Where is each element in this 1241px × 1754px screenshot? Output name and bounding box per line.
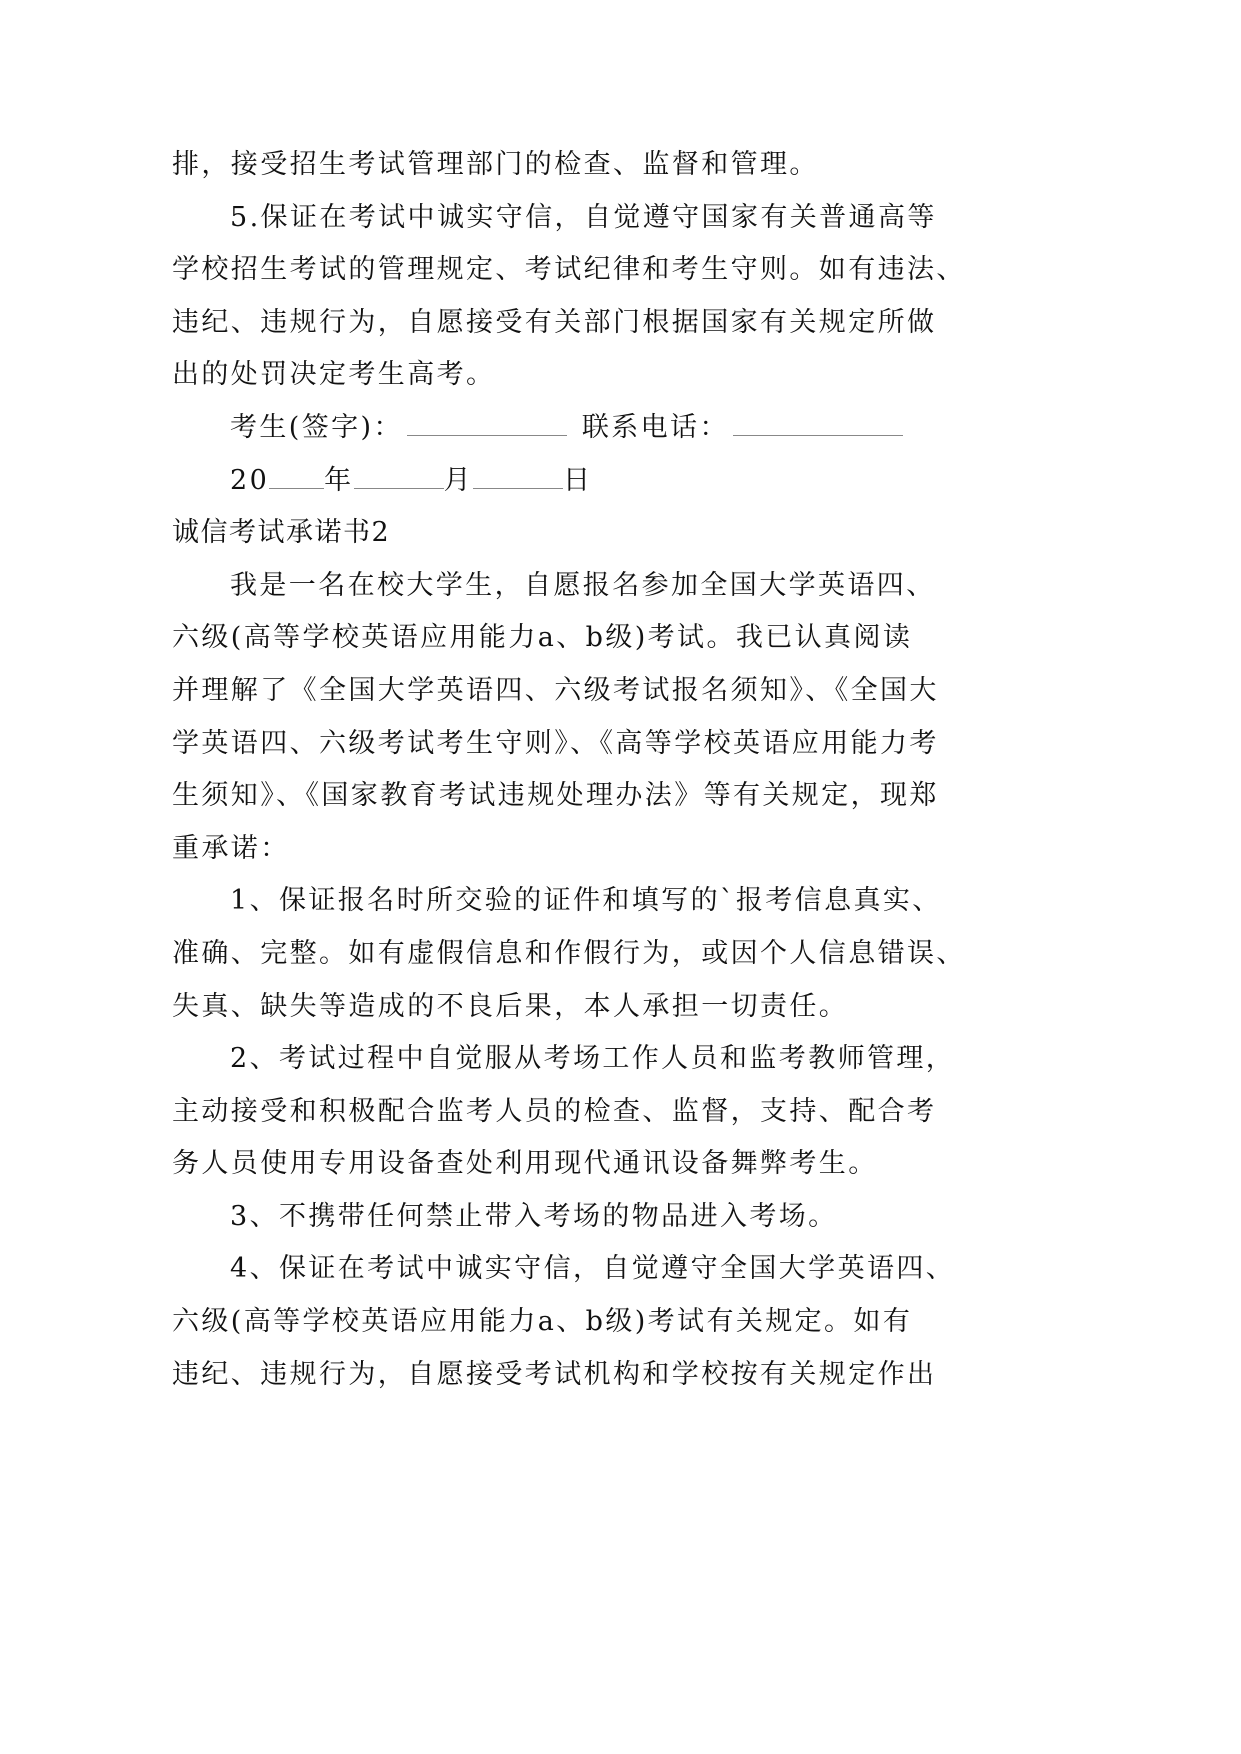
signature-blank[interactable] — [407, 405, 567, 436]
day-label: 日 — [562, 464, 593, 496]
text-line: 务人员使用专用设备查处利用现代通讯设备舞弊考生。 — [172, 1148, 878, 1180]
date-line — [172, 455, 972, 508]
signature-label: 考生(签字)： — [230, 411, 403, 443]
month-blank[interactable] — [354, 458, 444, 489]
text-line: 主动接受和积极配合监考人员的检查、监督，支持、配合考 — [172, 1095, 937, 1127]
text-line: 违纪、违规行为，自愿接受考试机构和学校按有关规定作出 — [172, 1358, 937, 1390]
phone-blank[interactable] — [733, 405, 903, 436]
text-line: 六级(高等学校英语应用能力a、b级)考试。我已认真阅读 — [172, 622, 913, 654]
text-line: 1、保证报名时所交验的证件和填写的`报考信息真实、 — [230, 885, 942, 917]
text-line: 3、不携带任何禁止带入考场的物品进入考场。 — [230, 1200, 838, 1232]
day-blank[interactable] — [473, 458, 563, 489]
text-line: 4、保证在考试中诚实守信，自觉遵守全国大学英语四、 — [230, 1253, 956, 1285]
text-line: 并理解了《全国大学英语四、六级考试报名须知》、《全国大 — [172, 674, 939, 706]
text-line: 我是一名在校大学生，自愿报名参加全国大学英语四、 — [230, 569, 936, 601]
text-line: 学校招生考试的管理规定、考试纪律和考生守则。如有违法、 — [172, 254, 966, 286]
date-prefix: 20 — [230, 464, 270, 496]
year-label: 年 — [324, 464, 354, 496]
text-line: 排，接受招生考试管理部门的检查、监督和管理。 — [172, 149, 819, 180]
text-line: 重承诺： — [172, 832, 290, 864]
document-page — [172, 139, 972, 1401]
text-line: 5.保证在考试中诚实守信，自觉遵守国家有关普通高等 — [230, 201, 937, 233]
section-title: 诚信考试承诺书2 — [172, 517, 391, 549]
signature-line — [172, 402, 972, 455]
text-line: 出的处罚决定考生高考。 — [172, 359, 496, 391]
month-label: 月 — [443, 464, 473, 496]
text-line: 违纪、违规行为，自愿接受有关部门根据国家有关规定所做 — [172, 306, 937, 338]
text-line: 生须知》、《国家教育考试违规处理办法》等有关规定，现郑 — [172, 780, 939, 812]
text-line: 失真、缺失等造成的不良后果，本人承担一切责任。 — [172, 990, 849, 1022]
text-line: 六级(高等学校英语应用能力a、b级)考试有关规定。如有 — [172, 1306, 913, 1338]
text-line: 准确、完整。如有虚假信息和作假行为，或因个人信息错误、 — [172, 937, 966, 969]
year-blank[interactable] — [269, 458, 324, 489]
text-line: 学英语四、六级考试考生守则》、《高等学校英语应用能力考 — [172, 727, 939, 759]
phone-label: 联系电话： — [581, 411, 729, 443]
text-line: 2、考试过程中自觉服从考场工作人员和监考教师管理， — [230, 1043, 956, 1075]
